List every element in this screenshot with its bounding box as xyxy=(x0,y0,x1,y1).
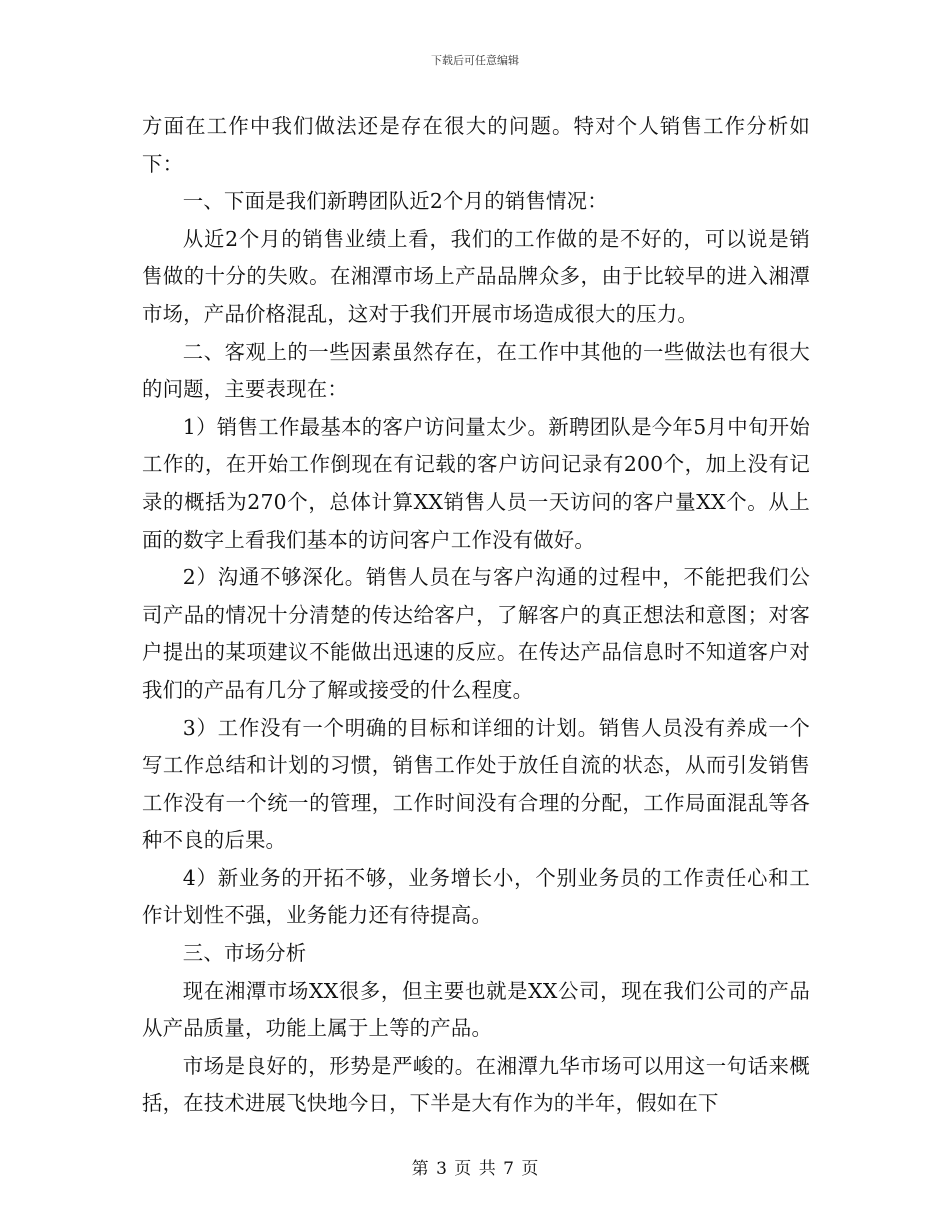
list-item: 2）沟通不够深化。销售人员在与客户沟通的过程中，不能把我们公司产品的情况十分清楚的传达给客户，了解客户的真正想法和意图；对客户提出的某项建议不能做出迅速的反应。在传达产品信息时不知道客户对我们的产品有几分了解或接受的什么程度。 xyxy=(142,565,810,702)
section-heading-2: 二、客观上的一些因素虽然存在，在工作中其他的一些做法也有很大的问题，主要表现在： xyxy=(142,339,810,402)
paragraph: 现在湘潭市场XX很多，但主要也就是XX公司，现在我们公司的产品从产品质量，功能上属于上等的产品。 xyxy=(142,978,810,1041)
list-item: 1）销售工作最基本的客户访问量太少。新聘团队是今年5月中旬开始工作的，在开始工作倒现在有记载的客户访问记录有200个，加上没有记录的概括为270个，总体计算XX销售人员一天访问的客户量XX个。从上面的数字上看我们基本的访问客户工作没有做好。 xyxy=(142,414,810,552)
paragraph: 从近2个月的销售业绩上看，我们的工作做的是不好的，可以说是销售做的十分的失败。在湘潭市场上产品品牌众多，由于比较早的进入湘潭市场，产品价格混乱，这对于我们开展市场造成很大的压力。 xyxy=(142,226,810,326)
list-item: 4）新业务的开拓不够，业务增长小，个别业务员的工作责任心和工作计划性不强，业务能力还有待提高。 xyxy=(142,865,810,928)
paragraph: 市场是良好的，形势是严峻的。在湘潭九华市场可以用这一句话来概括，在技术进展飞快地今日，下半是大有作为的半年，假如在下 xyxy=(142,1053,810,1116)
page-header: 下载后可任意编辑 xyxy=(431,54,519,67)
list-item: 3）工作没有一个明确的目标和详细的计划。销售人员没有养成一个写工作总结和计划的习惯，销售工作处于放任自流的状态，从而引发销售工作没有一个统一的管理，工作时间没有合理的分配，工作局面混乱等各种不良的后果。 xyxy=(142,715,810,853)
section-heading-3: 三、市场分析 xyxy=(182,941,307,966)
paragraph: 方面在工作中我们做法还是存在很大的问题。特对个人销售工作分析如下： xyxy=(142,114,810,176)
document-body xyxy=(142,108,810,1123)
page-number-footer: 第 3 页 共 7 页 xyxy=(411,1159,539,1179)
section-heading-1: 一、下面是我们新聘团队近2个月的销售情况： xyxy=(182,189,608,214)
